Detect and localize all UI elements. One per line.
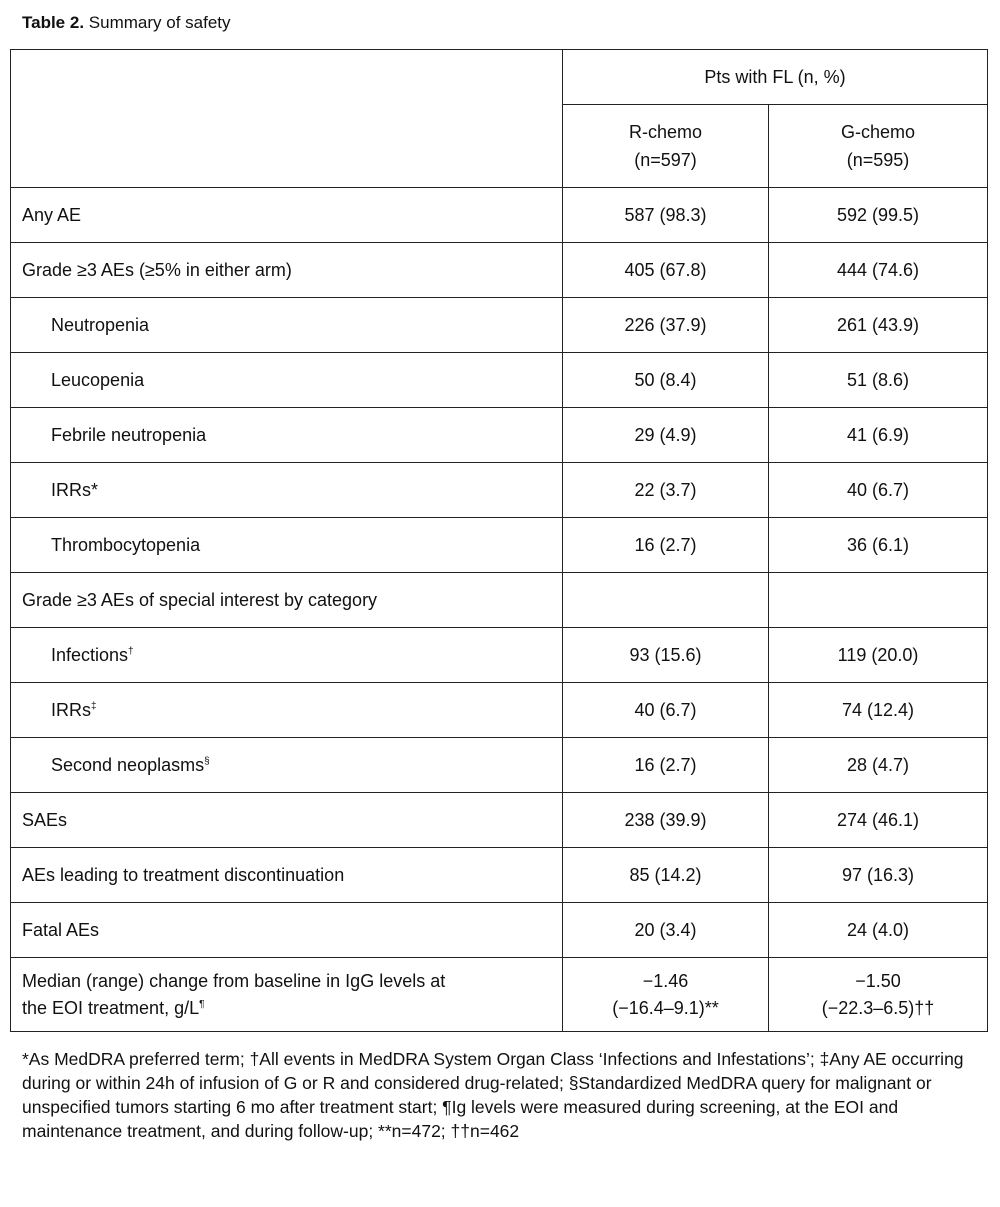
- row-label: Grade ≥3 AEs of special interest by category: [22, 589, 378, 610]
- cell-r-chemo: 226 (37.9): [563, 298, 769, 353]
- igg-label-line2: the EOI treatment, g/L: [22, 997, 200, 1018]
- cell-g-chemo: 119 (20.0): [769, 628, 988, 683]
- table-row: [11, 683, 988, 738]
- arm-r-n: (n=597): [634, 150, 697, 170]
- cell-g-chemo: 274 (46.1): [769, 793, 988, 848]
- cell-g-chemo: 592 (99.5): [769, 188, 988, 243]
- cell-r-chemo: 29 (4.9): [563, 408, 769, 463]
- table-row: [11, 573, 988, 628]
- header-arm-r-chemo: [563, 105, 769, 188]
- footnote-marker: ‡: [91, 700, 97, 712]
- cell-g-chemo: 24 (4.0): [769, 903, 988, 958]
- cell-g-chemo: [769, 573, 988, 628]
- row-label: IRRs: [51, 699, 91, 720]
- cell-r-chemo: 22 (3.7): [563, 463, 769, 518]
- igg-g-median: −1.50: [855, 970, 901, 991]
- cell-r-chemo: 93 (15.6): [563, 628, 769, 683]
- row-label: Leucopenia: [51, 369, 145, 390]
- igg-label-cell: [11, 958, 563, 1032]
- cell-r-chemo: 20 (3.4): [563, 903, 769, 958]
- row-label: Second neoplasms: [51, 754, 205, 775]
- cell-r-chemo: 50 (8.4): [563, 353, 769, 408]
- cell-g-chemo: 74 (12.4): [769, 683, 988, 738]
- table-row-igg: [11, 958, 988, 1032]
- footnote-marker: §: [204, 755, 210, 767]
- row-label: Febrile neutropenia: [51, 424, 207, 445]
- arm-r-name: R-chemo: [628, 122, 703, 142]
- cell-r-chemo: 587 (98.3): [563, 188, 769, 243]
- igg-g-range: (−22.3–6.5)††: [821, 997, 935, 1018]
- cell-g-chemo: 444 (74.6): [769, 243, 988, 298]
- cell-g-chemo: 261 (43.9): [769, 298, 988, 353]
- footnote-marker: ¶: [199, 998, 205, 1010]
- table-title: Summary of safety: [88, 13, 231, 32]
- igg-label-line1: Median (range) change from baseline in IgG levels at: [22, 970, 446, 991]
- cell-r-chemo: [563, 573, 769, 628]
- row-label: Infections: [51, 644, 129, 665]
- table-caption: [22, 12, 231, 34]
- cell-r-chemo: 238 (39.9): [563, 793, 769, 848]
- table-row: [11, 353, 988, 408]
- table-row: [11, 903, 988, 958]
- row-label: AEs leading to treatment discontinuation: [22, 864, 345, 885]
- row-label: Grade ≥3 AEs (≥5% in either arm): [22, 259, 292, 280]
- row-label: Thrombocytopenia: [51, 534, 201, 555]
- cell-g-chemo: 51 (8.6): [769, 353, 988, 408]
- row-label: Any AE: [22, 204, 82, 225]
- table-row: [11, 738, 988, 793]
- table-row: [11, 793, 988, 848]
- header-empty-cell: [11, 50, 563, 188]
- cell-r-chemo: 16 (2.7): [563, 738, 769, 793]
- table-footnote: *As MedDRA preferred term; †All events in MedDRA System Organ Class ‘Infections and Infestations’; ‡Any AE occurring during or within 24h of infusion of G or R and considered drug-related; §Standardized MedDRA query for malignant or unspecified tumors starting 6 mo after treatment start; ¶Ig levels were measured during screening, at the EOI and maintenance treatment, and during follow-up; **n=472; ††n=462: [22, 1049, 964, 1141]
- table-label: Table 2.: [22, 13, 85, 32]
- arm-g-name: G-chemo: [840, 122, 916, 142]
- cell-g-chemo: 36 (6.1): [769, 518, 988, 573]
- row-label: SAEs: [22, 809, 68, 830]
- table-row: [11, 848, 988, 903]
- table-row: [11, 298, 988, 353]
- cell-r-chemo: [563, 958, 769, 1032]
- table-row: [11, 243, 988, 298]
- arm-g-n: (n=595): [846, 150, 910, 170]
- cell-g-chemo: 41 (6.9): [769, 408, 988, 463]
- cell-g-chemo: 40 (6.7): [769, 463, 988, 518]
- cell-g-chemo: 97 (16.3): [769, 848, 988, 903]
- table-row: [11, 463, 988, 518]
- cell-r-chemo: 40 (6.7): [563, 683, 769, 738]
- header-arm-g-chemo: [769, 105, 988, 188]
- cell-r-chemo: 405 (67.8): [563, 243, 769, 298]
- row-label: Neutropenia: [51, 314, 150, 335]
- header-group-cell: Pts with FL (n, %): [563, 50, 988, 105]
- igg-r-median: −1.46: [642, 970, 689, 991]
- table-row: [11, 408, 988, 463]
- cell-g-chemo: [769, 958, 988, 1032]
- igg-r-range: (−16.4–9.1)**: [612, 997, 719, 1018]
- cell-r-chemo: 85 (14.2): [563, 848, 769, 903]
- cell-r-chemo: 16 (2.7): [563, 518, 769, 573]
- safety-table: [10, 49, 988, 1032]
- table-row: [11, 628, 988, 683]
- table-row: [11, 518, 988, 573]
- footnote-marker: †: [128, 645, 134, 657]
- cell-g-chemo: 28 (4.7): [769, 738, 988, 793]
- row-label: Fatal AEs: [22, 919, 100, 940]
- row-label: IRRs*: [51, 479, 99, 500]
- table-row: [11, 188, 988, 243]
- header-row-group: [11, 50, 988, 105]
